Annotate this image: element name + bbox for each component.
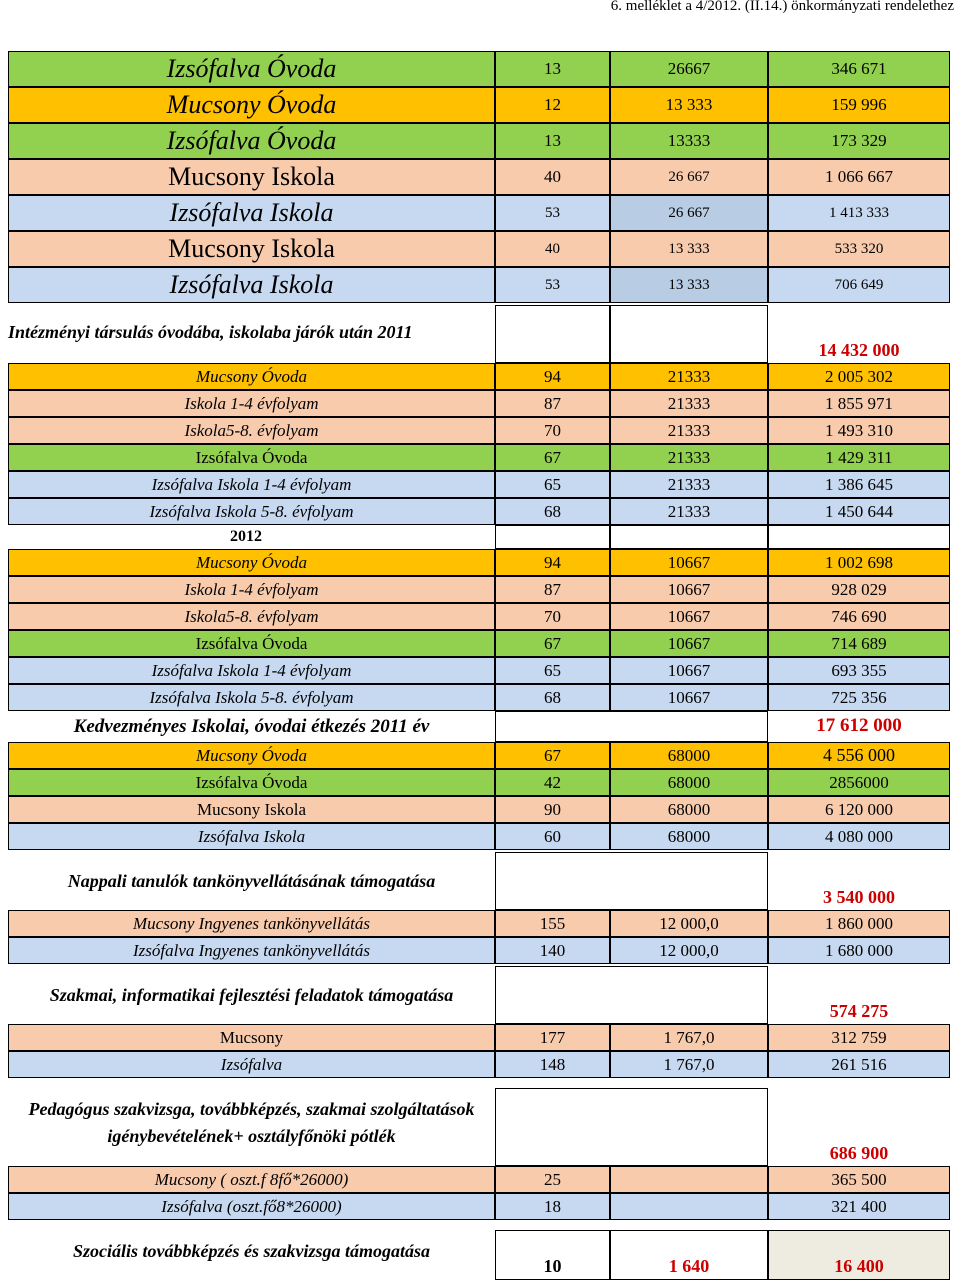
row-rate: 68000	[610, 769, 768, 796]
row-count: 13	[495, 123, 610, 159]
row-amount: 2 005 302	[768, 363, 950, 390]
row-label: Izsófalva Iskola 1-4 évfolyam	[8, 657, 495, 684]
row-rate: 10667	[610, 684, 768, 711]
section-blank	[495, 711, 768, 742]
row-count: 140	[495, 937, 610, 964]
section-row	[0, 711, 960, 742]
row-count	[495, 305, 610, 363]
row-label: Mucsony Ingyenes tankönyvellátás	[8, 910, 495, 937]
row-rate: 12 000,0	[610, 910, 768, 937]
row-count: 70	[495, 417, 610, 444]
row-rate: 10667	[610, 630, 768, 657]
row-amount: 2856000	[768, 769, 950, 796]
year-label: 2012	[8, 525, 495, 549]
row-count: 67	[495, 444, 610, 471]
row-amount: 1 450 644	[768, 498, 950, 525]
table-row	[0, 910, 960, 937]
row-amount: 1 860 000	[768, 910, 950, 937]
table-row	[0, 417, 960, 444]
row-count: 12	[495, 87, 610, 123]
row-rate: 13333	[610, 123, 768, 159]
row-rate: 10667	[610, 549, 768, 576]
row-amount: 4 080 000	[768, 823, 950, 850]
section-row	[0, 1088, 960, 1166]
row-amount: 173 329	[768, 123, 950, 159]
row-rate	[610, 305, 768, 363]
row-count: 68	[495, 684, 610, 711]
row-count: 68	[495, 498, 610, 525]
row-label: Izsófalva Iskola 1-4 évfolyam	[8, 471, 495, 498]
row-label: Mucsony Óvoda	[8, 87, 495, 123]
table-row	[0, 684, 960, 711]
row-label: Iskola5-8. évfolyam	[8, 417, 495, 444]
row-amount: 725 356	[768, 684, 950, 711]
table-row	[0, 1051, 960, 1078]
section-row	[0, 852, 960, 910]
row-label: Iskola 1-4 évfolyam	[8, 390, 495, 417]
row-count: 13	[495, 51, 610, 87]
row-rate: 21333	[610, 417, 768, 444]
row-rate: 21333	[610, 498, 768, 525]
row-amount: 928 029	[768, 576, 950, 603]
row-rate: 13 333	[610, 267, 768, 303]
table-row	[0, 159, 960, 195]
table-row	[0, 471, 960, 498]
row-count: 65	[495, 657, 610, 684]
table-row	[0, 87, 960, 123]
row-count: 60	[495, 823, 610, 850]
section-title: Kedvezményes Iskolai, óvodai étkezés 2011 év	[8, 711, 495, 742]
row-label: Izsófalva Óvoda	[8, 123, 495, 159]
section-title: Szociális továbbképzés és szakvizsga támogatása	[8, 1230, 495, 1280]
row-amount: 1 413 333	[768, 195, 950, 231]
row-amount: 346 671	[768, 51, 950, 87]
table-row	[0, 390, 960, 417]
row-rate: 21333	[610, 444, 768, 471]
table-row	[0, 498, 960, 525]
section-title: Intézményi társulás óvodába, iskolaba járók után 2011	[8, 305, 495, 363]
table-row	[0, 549, 960, 576]
row-count: 177	[495, 1024, 610, 1051]
row-amount: 365 500	[768, 1166, 950, 1193]
row-label: Mucsony Iskola	[8, 796, 495, 823]
section-total: 3 540 000	[768, 852, 950, 910]
row-count: 67	[495, 742, 610, 769]
row-rate	[610, 1193, 768, 1220]
row-count: 10	[495, 1230, 610, 1280]
row-count: 90	[495, 796, 610, 823]
row-count: 18	[495, 1193, 610, 1220]
section-title: Nappali tanulók tankönyvellátásának támogatása	[8, 852, 495, 910]
table-row	[0, 444, 960, 471]
table-row	[0, 630, 960, 657]
row-label: Izsófalva Iskola	[8, 195, 495, 231]
row-label: Mucsony Iskola	[8, 231, 495, 267]
row-rate: 13 333	[610, 87, 768, 123]
row-amount: 1 386 645	[768, 471, 950, 498]
row-count: 155	[495, 910, 610, 937]
row-amount: 1 493 310	[768, 417, 950, 444]
table-row	[0, 1024, 960, 1051]
row-rate: 68000	[610, 823, 768, 850]
table-row	[0, 657, 960, 684]
table-row	[0, 267, 960, 303]
section-title: Pedagógus szakvizsga, továbbképzés, szakmai szolgáltatások igénybevételének+ osztályfőnöki pótlék	[8, 1088, 495, 1166]
row-amount: 1 680 000	[768, 937, 950, 964]
row-amount: 312 759	[768, 1024, 950, 1051]
row-label: Mucsony Óvoda	[8, 363, 495, 390]
row-count: 94	[495, 549, 610, 576]
row-label: Izsófalva Óvoda	[8, 444, 495, 471]
section-row	[0, 305, 960, 363]
table-row	[0, 937, 960, 964]
document-header: 6. melléklet a 4/2012. (II.14.) önkormányzati rendelethez	[610, 0, 954, 14]
row-label: Mucsony Óvoda	[8, 742, 495, 769]
row-label: Izsófalva Iskola	[8, 823, 495, 850]
table-row	[0, 195, 960, 231]
row-rate: 26 667	[610, 195, 768, 231]
row-amount: 533 320	[768, 231, 950, 267]
row-label: Izsófalva Iskola 5-8. évfolyam	[8, 498, 495, 525]
row-count: 87	[495, 390, 610, 417]
row-label: Izsófalva Iskola	[8, 267, 495, 303]
table-row	[0, 769, 960, 796]
row-amount: 321 400	[768, 1193, 950, 1220]
row-rate: 68000	[610, 796, 768, 823]
row-count: 53	[495, 195, 610, 231]
row-label: Izsófalva Ingyenes tankönyvellátás	[8, 937, 495, 964]
table-row	[0, 51, 960, 87]
row-label: Izsófalva Óvoda	[8, 769, 495, 796]
section-row	[0, 966, 960, 1024]
section-total: 16 400	[768, 1230, 950, 1280]
row-rate: 21333	[610, 363, 768, 390]
row-count: 67	[495, 630, 610, 657]
row-rate: 1 640	[610, 1230, 768, 1280]
row-rate: 68000	[610, 742, 768, 769]
row-count: 94	[495, 363, 610, 390]
row-count	[495, 525, 610, 549]
row-amount	[768, 525, 950, 549]
section-total: 14 432 000	[768, 305, 950, 363]
row-rate: 26667	[610, 51, 768, 87]
row-label: Mucsony ( oszt.f 8fő*26000)	[8, 1166, 495, 1193]
table-row	[0, 823, 960, 850]
row-amount: 6 120 000	[768, 796, 950, 823]
row-count: 70	[495, 603, 610, 630]
section-total: 17 612 000	[768, 711, 950, 742]
table-row	[0, 123, 960, 159]
row-rate: 13 333	[610, 231, 768, 267]
row-count: 42	[495, 769, 610, 796]
year-row	[0, 525, 960, 549]
row-amount: 706 649	[768, 267, 950, 303]
row-rate	[610, 1166, 768, 1193]
row-amount: 1 002 698	[768, 549, 950, 576]
section-blank	[495, 852, 768, 910]
row-count: 65	[495, 471, 610, 498]
row-count: 53	[495, 267, 610, 303]
row-count: 148	[495, 1051, 610, 1078]
row-amount: 4 556 000	[768, 742, 950, 769]
row-rate: 21333	[610, 390, 768, 417]
row-amount: 261 516	[768, 1051, 950, 1078]
row-label: Izsófalva (oszt.fő8*26000)	[8, 1193, 495, 1220]
section-title: Szakmai, informatikai fejlesztési feladatok támogatása	[8, 966, 495, 1024]
row-amount: 693 355	[768, 657, 950, 684]
row-label: Izsófalva Óvoda	[8, 51, 495, 87]
row-rate	[610, 525, 768, 549]
row-rate: 12 000,0	[610, 937, 768, 964]
table-row	[0, 1166, 960, 1193]
row-rate: 1 767,0	[610, 1051, 768, 1078]
row-label: Iskola5-8. évfolyam	[8, 603, 495, 630]
row-rate: 10667	[610, 657, 768, 684]
row-amount: 1 066 667	[768, 159, 950, 195]
row-label: Mucsony Iskola	[8, 159, 495, 195]
table-row	[0, 231, 960, 267]
row-rate: 1 767,0	[610, 1024, 768, 1051]
row-count: 40	[495, 231, 610, 267]
row-count: 25	[495, 1166, 610, 1193]
section-blank	[495, 1088, 768, 1166]
row-amount: 1 855 971	[768, 390, 950, 417]
table-row	[0, 742, 960, 769]
row-amount: 714 689	[768, 630, 950, 657]
row-amount: 159 996	[768, 87, 950, 123]
section-total: 686 900	[768, 1088, 950, 1166]
table-row	[0, 1193, 960, 1220]
row-rate: 26 667	[610, 159, 768, 195]
row-amount: 1 429 311	[768, 444, 950, 471]
row-amount: 746 690	[768, 603, 950, 630]
section-blank	[495, 966, 768, 1024]
row-rate: 21333	[610, 471, 768, 498]
row-rate: 10667	[610, 576, 768, 603]
table-row	[0, 363, 960, 390]
row-label: Izsófalva Óvoda	[8, 630, 495, 657]
row-count: 87	[495, 576, 610, 603]
row-label: Izsófalva Iskola 5-8. évfolyam	[8, 684, 495, 711]
row-label: Izsófalva	[8, 1051, 495, 1078]
table-row	[0, 576, 960, 603]
row-label: Mucsony Óvoda	[8, 549, 495, 576]
table-row	[0, 603, 960, 630]
row-label: Mucsony	[8, 1024, 495, 1051]
table-row	[0, 796, 960, 823]
row-label: Iskola 1-4 évfolyam	[8, 576, 495, 603]
row-rate: 10667	[610, 603, 768, 630]
section-total: 574 275	[768, 966, 950, 1024]
row-count: 40	[495, 159, 610, 195]
section-row	[0, 1230, 960, 1280]
